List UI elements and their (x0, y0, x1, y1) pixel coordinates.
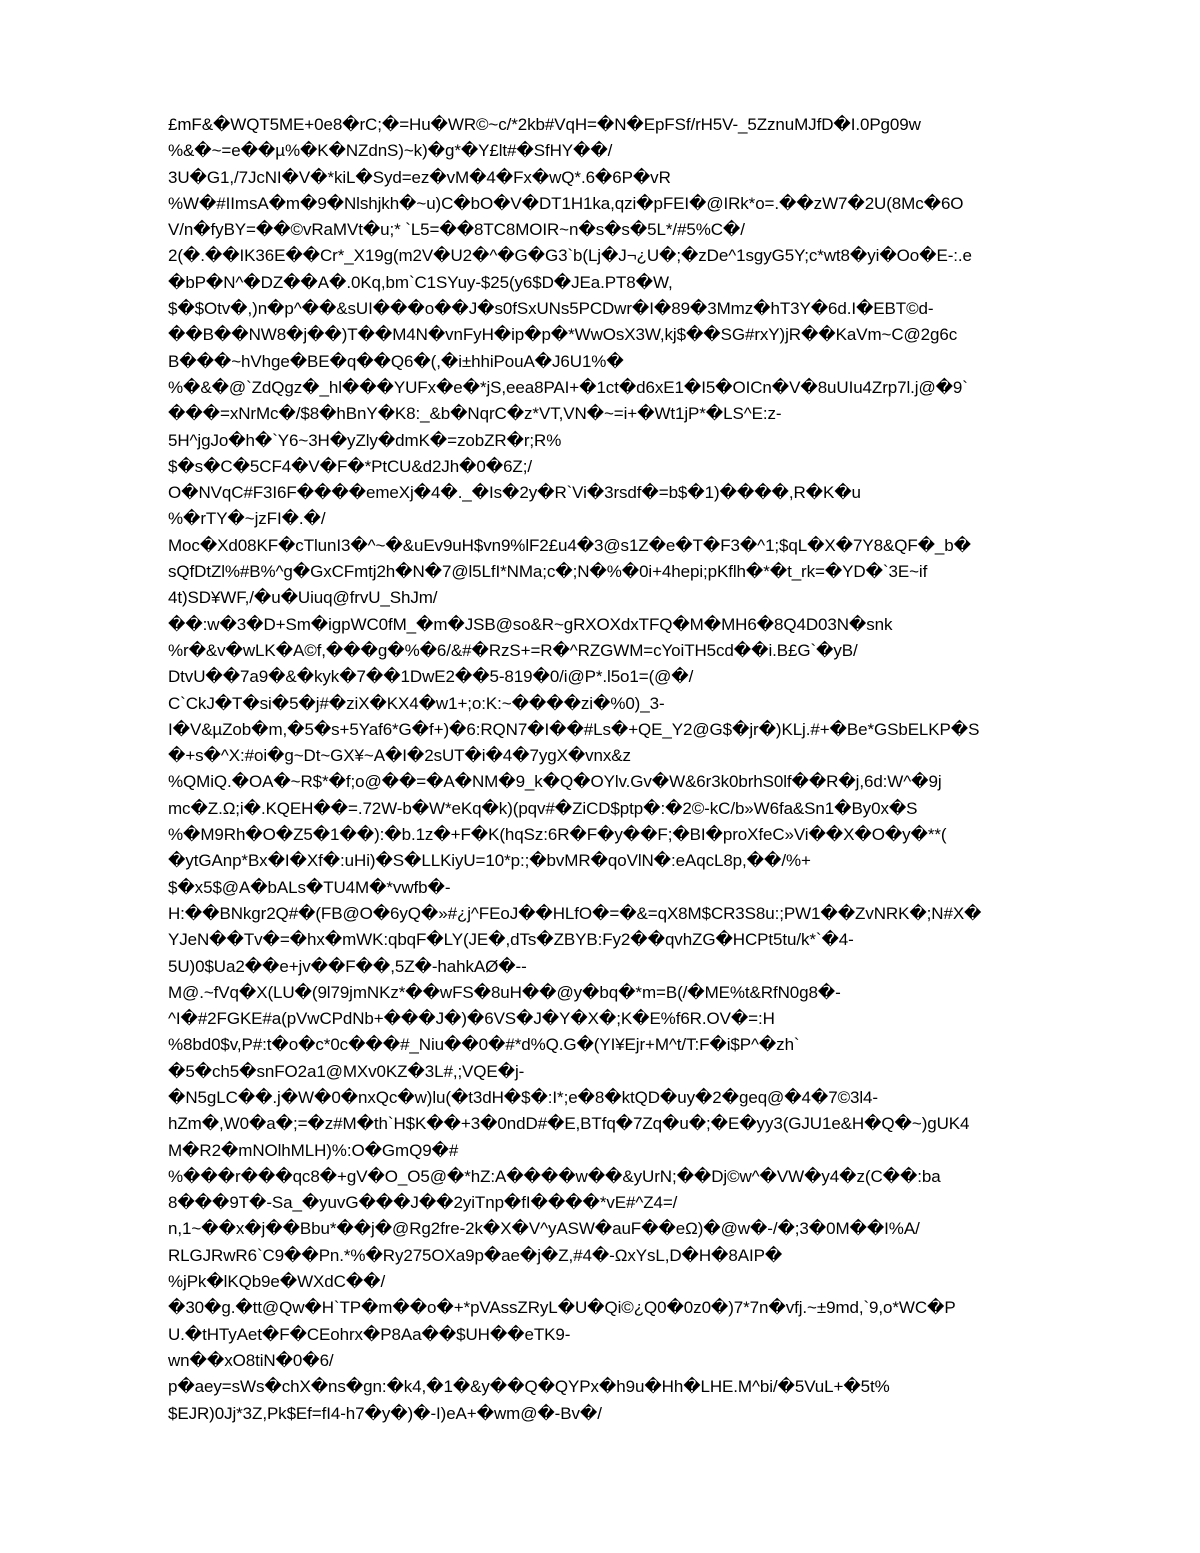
text-line: %jPk�lKQb9e�WXdC��/ (168, 1272, 386, 1292)
text-line: $�x5$@A�bALs�TU4M�*vwfb�- (168, 877, 451, 897)
text-line: ���=xNrMc�/$8�hBnY�K8:_&b�NqrC�z*VT,VN�~=i+�Wt1jP*�LS^E:z- (168, 404, 782, 424)
text-line: 3U�G1,/7JcNI�V�*kiL�Syd=ez�vM�4�Fx�wQ*.6�6P�vR (168, 167, 671, 187)
text-line: mc�Z.Ω;i�.KQEH��=.72W-b�W*eKq�k)(pqv#�ZiCD$ptp�:�2©-kC/b»W6fa&Sn1�By0x�S (168, 798, 918, 818)
text-line: n,1~��x�j��Bbu*��j�@Rg2fre-2k�X�V^yASW�auF��eΩ)�@w�-/�;3�0M��I%A/ (168, 1219, 920, 1239)
text-line: �5�ch5�snFO2a1@MXv0KZ�3L#,;VQE�j- (168, 1061, 525, 1081)
text-line: %�rTY�~jzFI�.�/ (168, 509, 326, 529)
text-line: 2(�.��IK36E��Cr*_X19g(m2V�U2�^�G�G3`b(Lj�J¬¿U�;�zDe^1sgyG5Y;c*wt8�yi�Oo�E-:.e (168, 246, 972, 266)
text-line: ^I�#2FGKE#a(pVwCPdNb+���J�)�6VS�J�Y�X�;K�E%f6R.OV�=:H (168, 1009, 775, 1029)
text-line: sQfDtZl%#B%^g�GxCFmtj2h�N�7@l5LfI*NMa;c�;N�%�0i+4hepi;pKflh�*�t_rk=�YD�`3E~if (168, 562, 928, 582)
text-line: $�$Otv�,)n�p^��&sUI���o��J�s0fSxUNs5PCDwr�I�89�3Mmz�hT3Y�6d.I�EBT©d- (168, 299, 934, 319)
text-line: %&�~=e��µ%�K�NZdnS)~k)�g*�Y£lt#�SfHY��/ (168, 141, 613, 161)
text-line: %�&�@`ZdQgz�_hl���YUFx�e�*jS,eea8PAI+�1ct�d6xE1�I5�OICn�V�8uUIu4Zrp7l.j@�9` (168, 377, 968, 397)
text-line: RLGJRwR6`C9��Pn.*%�Ry275OXa9p�ae�j�Z,#4�-ΩxYsL,D�H�8AIP� (168, 1245, 783, 1265)
text-line: ��B��NW8�j��)T��M4N�vnFyH�ip�p�*WwOsX3W,kj$��SG#rxY)jR��KaVm~C@2g6c (168, 325, 958, 345)
text-line: �bP�N^�DZ��A�.0Kq,bm`C1SYuy-$25(y6$D�JEa.PT8�W, (168, 272, 673, 292)
text-line: �30�g.�tt@Qw�H`TP�m��o�+*pVAssZRyL�U�Qi©¿Q0�0z0�)7*7n�vfj.~±9md,`9,o*WC�P (168, 1298, 956, 1318)
text-line: �ytGAnp*Bx�I�Xf�:uHi)�S�LLKiyU=10*p:;�bvMR�qoVlN�:eAqcL8p,��/%+ (168, 851, 811, 871)
text-line: %���r���qc8�+gV�O_O5@�*hZ:A����w��&yUrN;��Dj©w^�VW�y4�z(C��:ba (168, 1166, 941, 1186)
text-line: 8���9T�-Sa_�yuvG���J��2yiTnp�fI����*vE#^Z4=/ (168, 1193, 678, 1213)
text-line: 5U)0$Ua2��e+jv��F��,5Z�-hahkAØ�-- (168, 956, 527, 976)
text-line: C`CkJ�T�si�5�j#�ziX�KX4�w1+;o:K:~����zi�%0)_3- (168, 693, 665, 713)
text-line: �N5gLC��.j�W�0�nxQc�w)lu(�t3dH�$�:I*;e�8�ktQD�uy�2�geq@�4�7©3l4- (168, 1087, 878, 1107)
text-line: £mF&�WQT5ME+0e8�rC;�=Hu�WR©~c/*2kb#VqH=�N�EpFSf/rH5V-_5ZznuMJfD�I.0Pg09w (168, 115, 921, 134)
text-line: M�R2�mNOlhMLH)%:O�GmQ9�# (168, 1140, 459, 1160)
text-line: ��:w�3�D+Sm�igpWC0fM_�m�JSB@so&R~gRXOXdxTFQ�M�MH6�8Q4D03N�snk (168, 614, 893, 634)
text-line: %QMiQ.�OA�~R$*�f;o@��=�A�NM�9_k�Q�OYlv.Gv�W&6r3k0brhS0lf��R�j,6d:W^�9j (168, 772, 942, 792)
document-body-text (168, 112, 1128, 1427)
text-line: %8bd0$v,P#:t�o�c*0c���#_Niu��0�#*d%Q.G�(YI¥Ejr+M^t/T:F�i$P^�zh` (168, 1035, 800, 1055)
text-line: wn��xO8tiN�0�6/ (168, 1350, 334, 1370)
text-line: %r�&v�wLK�A©f,���g�%�6/&#�RzS+=R�^RZGWM=cYoiTH5cd��i.B£G`�yB/ (168, 640, 858, 660)
text-line: %�M9Rh�O�Z5�1��):�b.1z�+F�K(hqSz:6R�F�y��F;�BI�proXfeC»Vi��X�O�y�**( (168, 825, 947, 845)
text-line: I�V&µZob�m,�5�s+5Yaf6*G�f+)�6:RQN7�I��#Ls�+QE_Y2@G$�jr�)KLj.#+�Be*GSbELKP�S (168, 719, 980, 739)
text-line: p�aey=sWs�chX�ns�gn:�k4,�1�&y��Q�QYPx�h9u�Hh�LHE.M^bi/�5VuL+�5t% (168, 1377, 890, 1397)
text-line: $�s�C�5CF4�V�F�*PtCU&d2Jh�0�6Z;/ (168, 456, 532, 476)
text-line: hZm�,W0�a�;=�z#M�th`H$K��+3�0ndD#�E,BTfq�7Zq�u�;�E�yy3(GJU1e&H�Q�~)gUK4 (168, 1114, 970, 1134)
text-line: O�NVqC#F3I6F����emeXj�4�._�Is�2y�R`Vi�3rsdf�=b$�1)����,R�K�u (168, 483, 861, 503)
text-line: V/n�fyBY=��©vRaMVt�u;* `L5=��8TC8MOIR~n�s�s�5L*/#5%C�/ (168, 220, 745, 240)
text-line: 5H^jgJo�h�`Y6~3H�yZly�dmK�=zobZR�r;R% (168, 430, 562, 450)
text-line: M@.~fVq�X(LU�(9l79jmNKz*��wFS�8uH��@y�bq�*m=B(/�ME%t&RfN0g8�- (168, 982, 841, 1002)
text-line: %W�#IImsA�m�9�Nlshjkh�~u)C�bO�V�DT1H1ka,qzi�pFEI�@IRk*o=.��zW7�2U(8Mc�6O (168, 193, 964, 213)
text-line: Moc�Xd08KF�cTlunI3�^~�&uEv9uH$vn9%lF2£u4�3@s1Z�e�T�F3�^1;$qL�X�7Y8&QF�_b� (168, 535, 971, 555)
text-line: U.�tHTyAet�F�CEohrx�P8Aa��$UH��eTK9- (168, 1324, 571, 1344)
text-line: B���~hVhge�BE�q��Q6�(,�i±hhiPouA�J6U1%� (168, 351, 624, 371)
text-line: 4t)SD¥WF,/�u�Uiuq@frvU_ShJm/ (168, 588, 438, 608)
text-line: $EJR)0Jj*3Z,Pk$Ef=fI4-h7�y�)�-I)eA+�wm@�-Bv�/ (168, 1403, 602, 1423)
text-line: YJeN��Tv�=�hx�mWK:qbqF�LY(JE�,dTs�ZBYB:Fy2��qvhZG�HCPt5tu/k*`�4- (168, 930, 854, 950)
text-line: DtvU��7a9�&�kyk�7��1DwE2��5-819�0/i@P*.l5o1=(@�/ (168, 667, 694, 687)
text-line: H:��BNkgr2Q#�(FB@O�6yQ�»#¿j^FEoJ��HLfO�=�&=qX8M$CR3S8u:;PW1��ZvNRK�;N#X� (168, 903, 982, 923)
text-line: �+s�^X:#oi�g~Dt~GX¥~A�I�2sUT�i�4�7ygX�vnx&z (168, 746, 631, 766)
